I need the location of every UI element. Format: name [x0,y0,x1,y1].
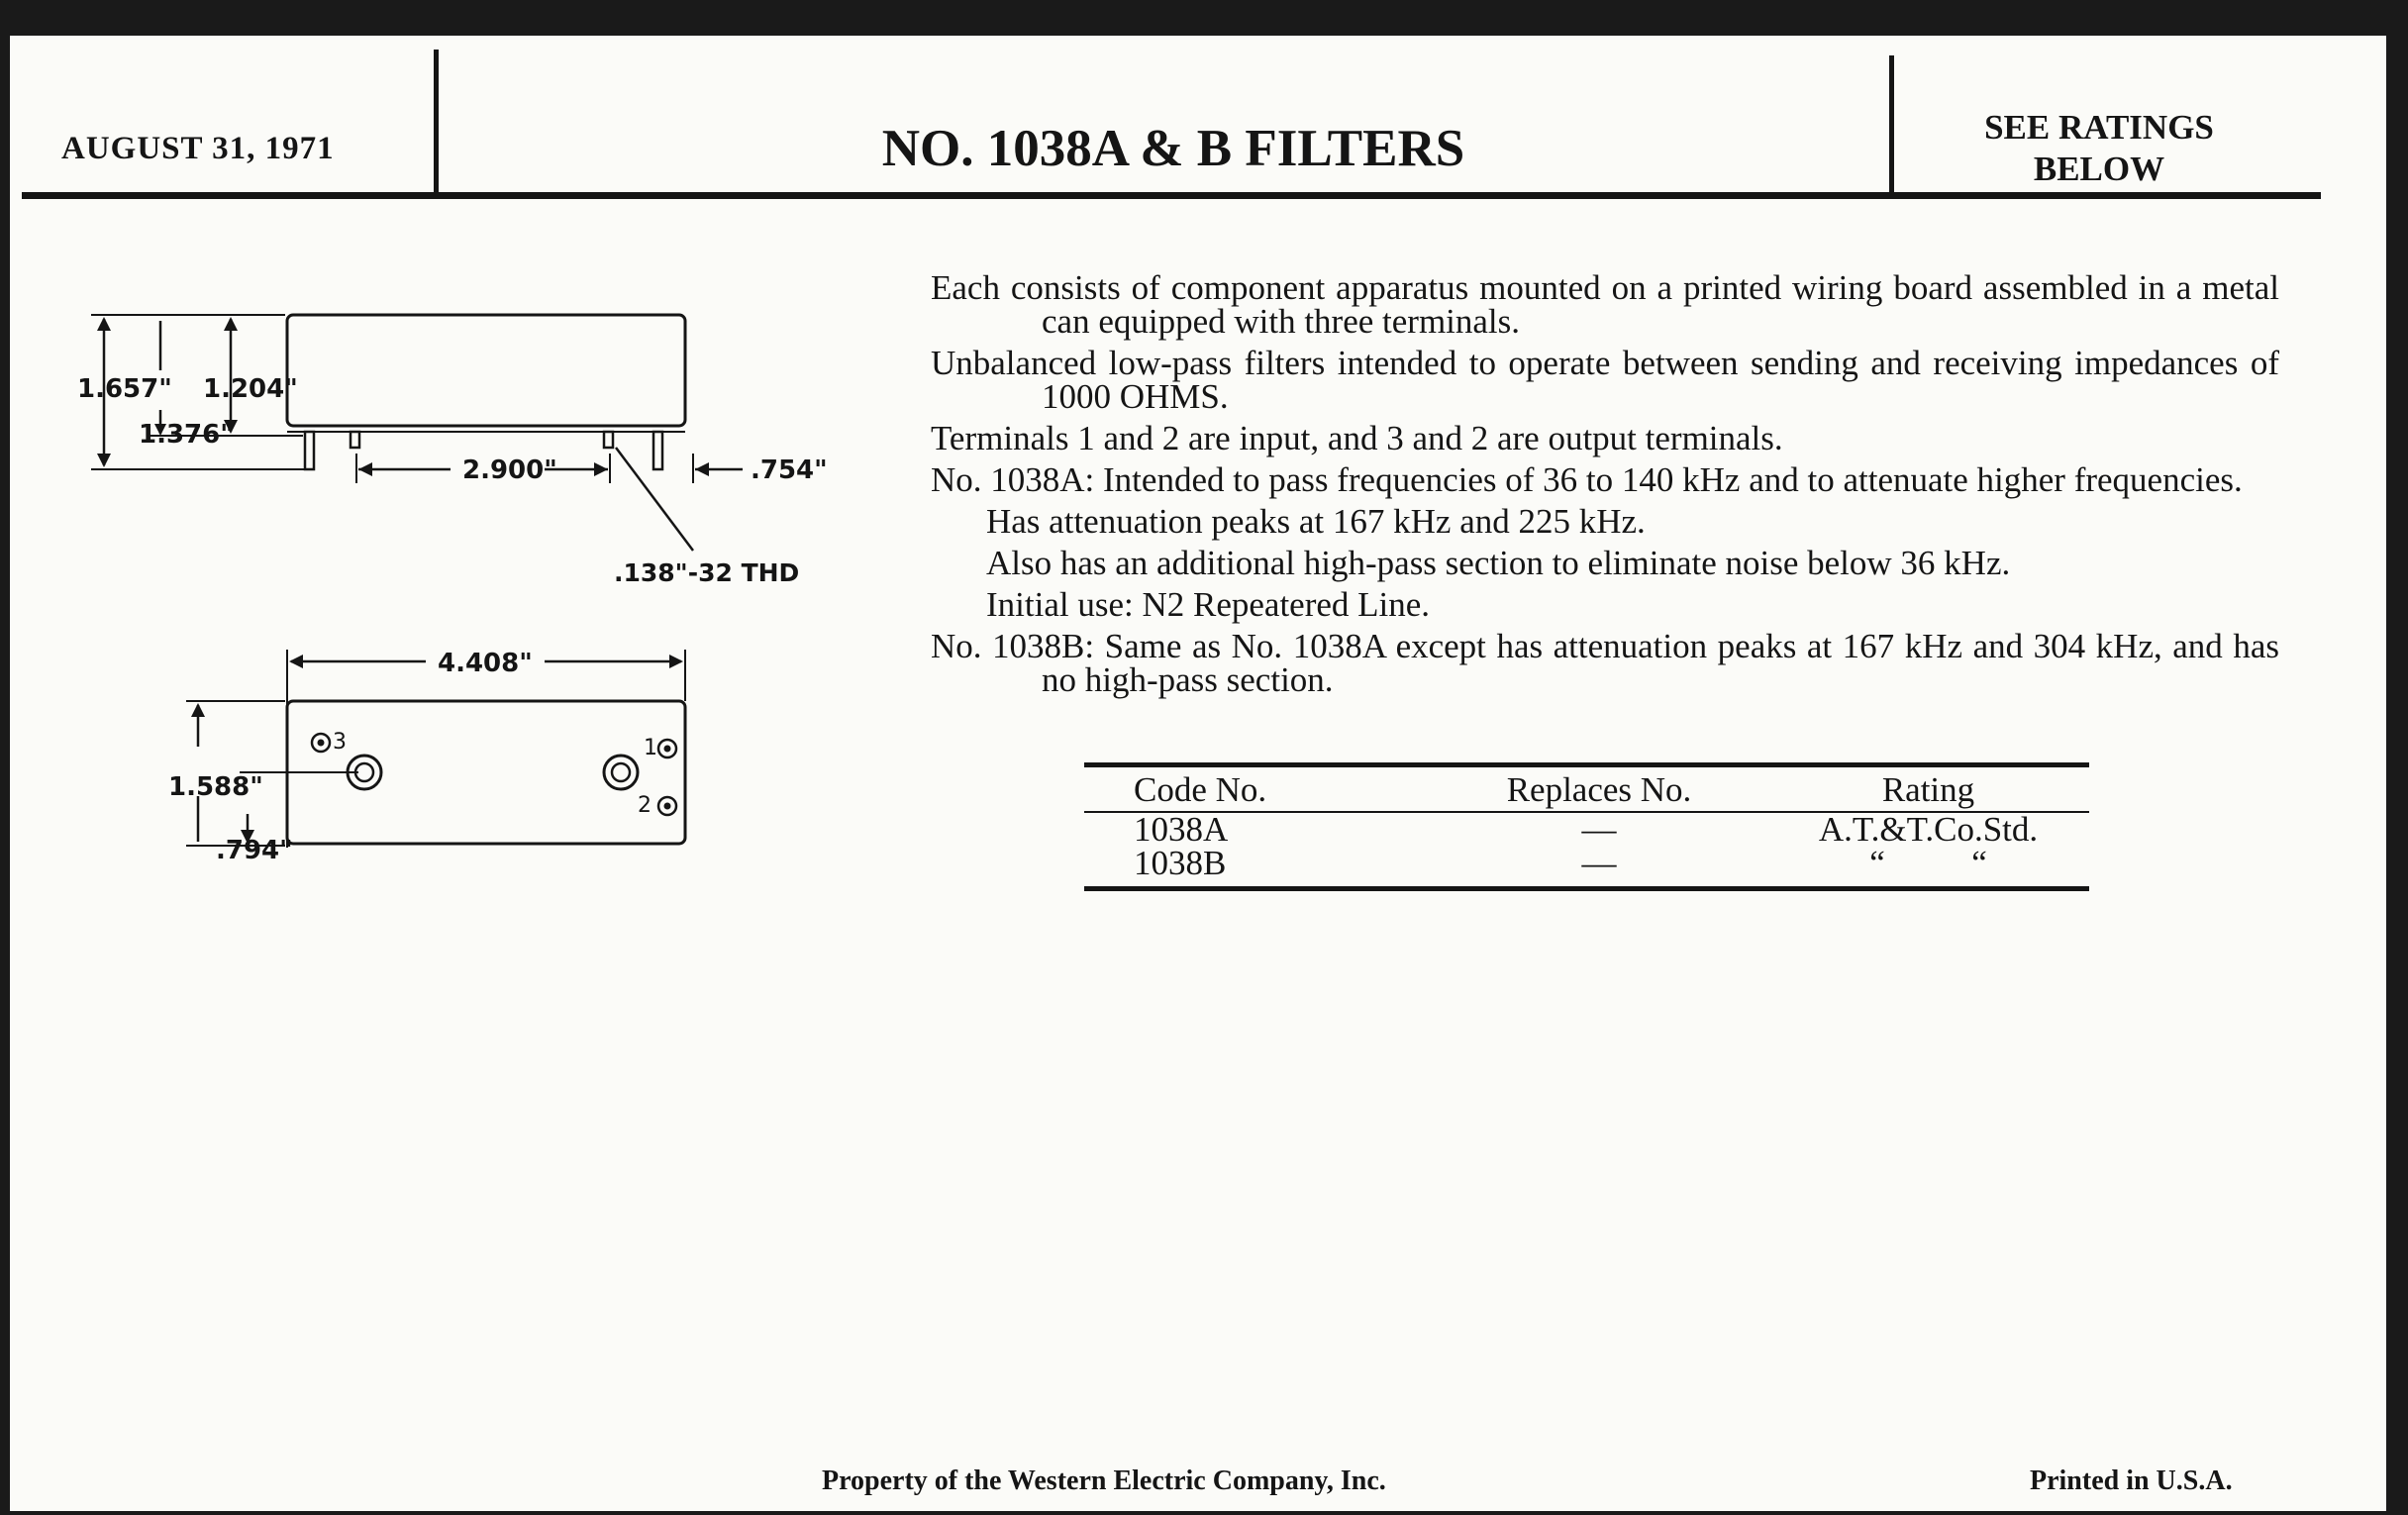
dim-body-height: 1.204" [203,374,298,404]
table-header-row [1084,765,2089,813]
side-view-can [287,315,685,426]
dim-terminal-offset: .754" [751,455,828,485]
dim-length: 4.408" [438,649,533,678]
terminal-1-label: 1 [644,736,657,760]
desc-1038a-use: Initial use: N2 Repeatered Line. [986,585,1431,624]
col-code-no: Code No. [1084,765,1431,813]
col-rating: Rating [1767,765,2089,813]
cell-replaces: — [1581,810,1617,849]
dim-overall-height: 1.657" [77,374,172,404]
description [931,268,2279,705]
desc-terminals: Terminals 1 and 2 are input, and 3 and 2 are output terminals. [931,419,1783,457]
side-view-stud-left [351,432,359,448]
desc-1038a: No. 1038A: Intended to pass frequencies of 36 to 140 kHz and to attenuate higher frequencies. [931,460,2243,499]
cell-rating: “ “ [1767,847,2089,889]
ratings-table [1084,762,2089,891]
desc-1038a-highpass: Also has an additional high-pass section to eliminate noise below 36 kHz. [986,544,2011,582]
side-view-terminal-right [653,432,662,469]
desc-construction: Each consists of component apparatus mounted on a printed wiring board assembled in a metal can equipped with three terminals. [931,268,2279,341]
footer-printed: Printed in U.S.A. [2030,1465,2233,1496]
desc-purpose: Unbalanced low-pass filters intended to operate between sending and receiving impedances of 1000 OHMS. [931,344,2279,416]
cell-code: 1038A [1134,810,1229,849]
ratings-note [1901,107,2297,190]
date-label: AUGUST 31, 1971 [61,131,335,166]
dim-mount-height: 1.376" [139,420,234,450]
ratings-note-line2: BELOW [2033,150,2165,188]
bottom-view-stud-right [604,756,638,789]
side-view-stud-right [604,432,613,448]
page-title: NO. 1038A & B FILTERS [881,120,1465,177]
terminal-3-label: 3 [333,730,347,755]
dim-stud-spacing: 2.900" [462,455,557,485]
side-view-terminal-left [305,432,314,469]
cell-replaces: — [1431,847,1767,889]
col-replaces-no: Replaces No. [1431,765,1767,813]
thread-note: .138"-32 THD [614,558,800,587]
desc-1038b: No. 1038B: Same as No. 1038A except has attenuation peaks at 167 kHz and 304 kHz, and has no high-pass section. [931,627,2279,699]
dimension-drawings [10,36,901,887]
desc-1038a-peaks: Has attenuation peaks at 167 kHz and 225 kHz. [986,502,1646,541]
table-row [1084,847,2089,889]
cell-rating: A.T.&T.Co.Std. [1818,810,2039,849]
terminal-2-label: 2 [638,793,652,818]
footer-property: Property of the Western Electric Company, Inc. [822,1465,1386,1496]
catalog-card [10,36,2386,1511]
dim-width: 1.588" [168,772,263,802]
table-row [1084,812,2089,847]
cell-code: 1038B [1084,847,1431,889]
ratings-note-line1: SEE RATINGS [1984,108,2214,147]
header-divider-right [1889,55,1894,194]
dim-half-width: .794" [216,836,293,865]
